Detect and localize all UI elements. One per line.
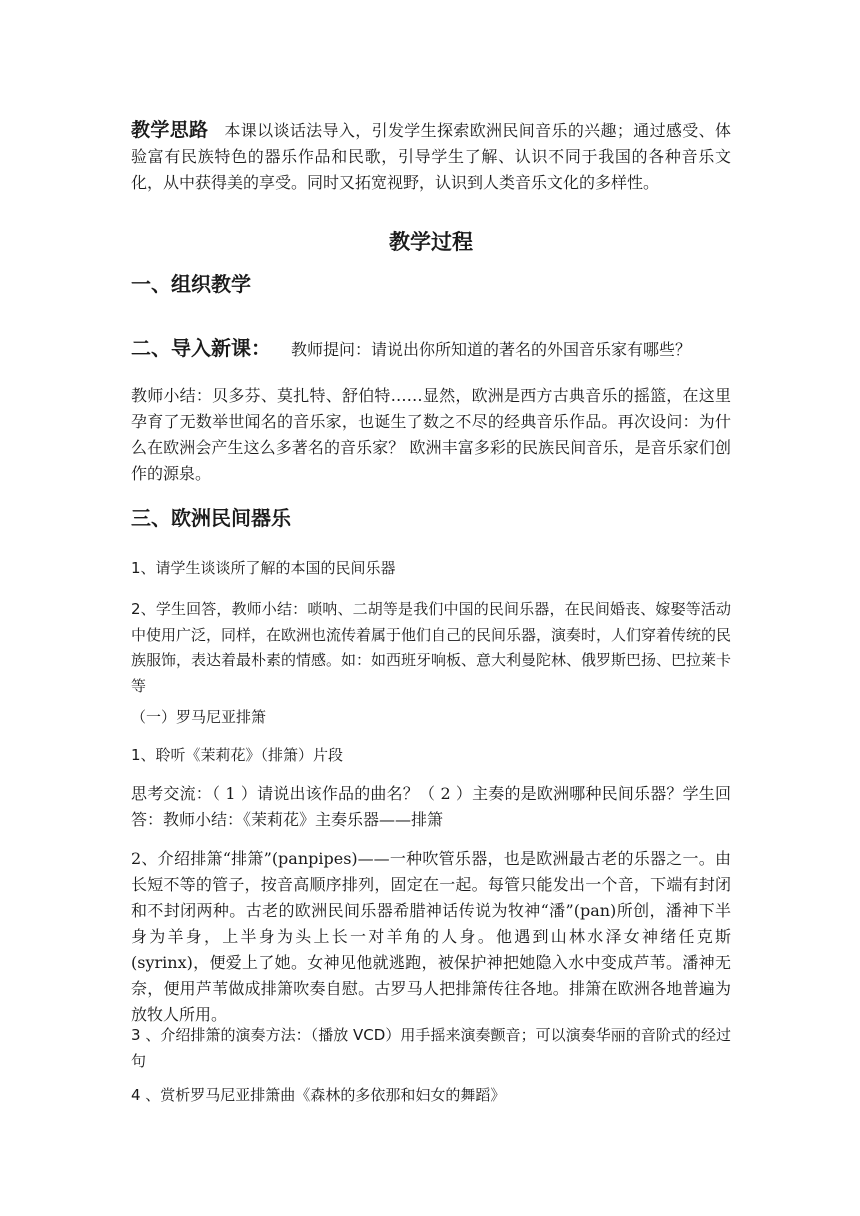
teacher-summary-paragraph: 教师小结：贝多芬、莫扎特、舒伯特……显然，欧洲是西方古典音乐的摇篮，在这里孕育了无数举世闻名的音乐家，也诞生了数之不尽的经典音乐作品。再次设问：为什么在欧洲会产生这么多著名的音乐家？ 欧洲丰富多彩的民族民间音乐，是音乐家们创作的源泉。	[131, 386, 731, 483]
student-answer-paragraph: 2、学生回答，教师小结：唢呐、二胡等是我们中国的民间乐器，在民间婚丧、嫁娶等活动中使用广泛，同样，在欧洲也流传着属于他们自己的民间乐器，演奏时，人们穿着传统的民族服饰，表达着最朴素的情感。如：如西班牙响板、意大利曼陀林、俄罗斯巴扬、巴拉莱卡等	[131, 600, 732, 695]
section-2-title: 二、导入新课：	[131, 336, 271, 360]
section-1-heading: 一、组织教学	[131, 272, 251, 296]
panpipes-intro-paragraph: 2、介绍排箫“排箫”(panpipes)——一种吹管乐器，也是欧洲最古老的乐器之一。由长短不等的管子，按音高顺序排列，固定在一起。每管只能发出一个音，下端有封闭和不封闭两种。古老的欧洲民间乐器希腊神话传说为牧神“潘”(pan)所创，潘神下半身为羊身，上半身为头上长一对羊角的人身。他遇到山林水泽女神绪任克斯(syrinx)，便爱上了她。女神见他就逃跑，被保护神把她隐入水中变成芦苇。潘神无奈，便用芦苇做成排箫吹奏自慰。古罗马人把排箫传往各地。排箫在欧洲各地普遍为放牧人所用。	[131, 849, 731, 1024]
performance-method-paragraph: 3 、介绍排箫的演奏方法：（播放 VCD）用手摇来演奏颤音；可以演奏华丽的音阶式的经过句	[131, 1026, 731, 1070]
appreciation-item-paragraph: 4 、赏析罗马尼亚排箫曲《森林的多依那和妇女的舞蹈》	[131, 1086, 506, 1104]
teaching-idea-label: 教学思路	[131, 119, 209, 141]
item-1-paragraph: 1、请学生谈谈所了解的本国的民间乐器	[131, 559, 396, 577]
process-title: 教学过程	[389, 230, 473, 254]
teaching-idea-paragraph	[131, 117, 731, 196]
section-2-heading	[131, 334, 751, 364]
teaching-idea-text: 本课以谈话法导入，引发学生探索欧洲民间音乐的兴趣；通过感受、体验富有民族特色的器乐作品和民歌，引导学生了解、认识不同于我国的各种音乐文化，从中获得美的享受。同时又拓宽视野，认识到人类音乐文化的多样性。	[131, 121, 731, 192]
teacher-question: 教师提问：请说出你所知道的著名的外国音乐家有哪些？	[291, 340, 692, 359]
listen-item-paragraph: 1、聆听《茉莉花》（排箫）片段	[131, 746, 344, 764]
section-3-heading: 三、欧洲民间器乐	[131, 506, 291, 530]
discussion-paragraph: 思考交流：（ 1 ）请说出该作品的曲名？（ 2 ）主奏的是欧洲哪种民间乐器？学生回答：教师小结：《茉莉花》主奏乐器——排箫	[131, 784, 731, 829]
subsection-romanian-panpipes: （一）罗马尼亚排箫	[131, 708, 267, 726]
